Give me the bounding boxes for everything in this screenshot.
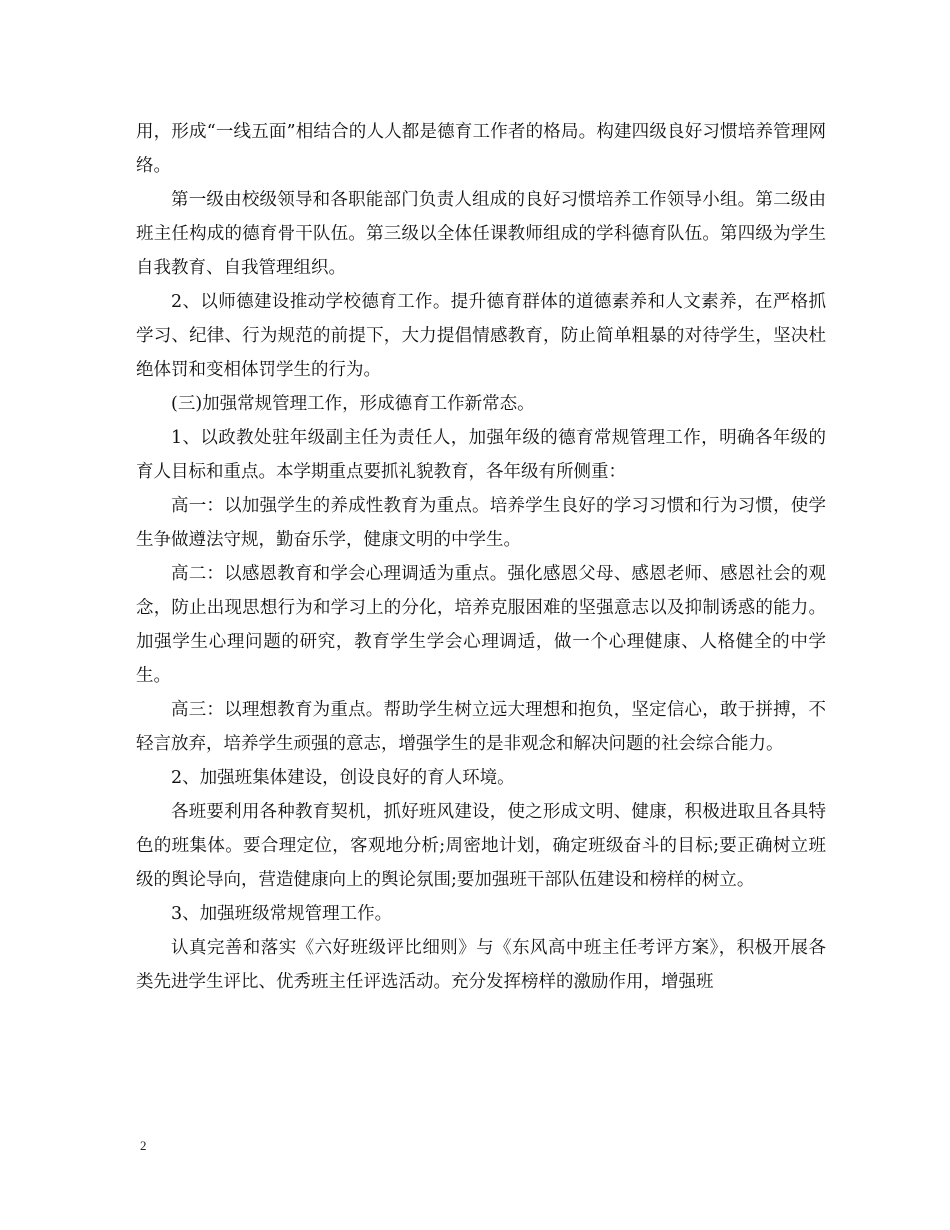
section-heading-3: (三)加强常规管理工作，形成德育工作新常态。 xyxy=(171,394,535,414)
paragraph-class-building: 各班要利用各种教育契机，抓好班风建设，使之形成文明、健康，积极进取且各具特色的班集体。要合理定位，客观地分析;周密地计划，确定班级奋斗的目标;要正确树立班级的舆论导向，营造健康向上的舆论氛围;要加强班干部队伍建设和榜样的树立。 xyxy=(136,802,826,890)
paragraph-grade-2: 高二：以感恩教育和学会心理调适为重点。强化感恩父母、感恩老师、感恩社会的观念，防止出现思想行为和学习上的分化，培养克服困难的坚强意志以及抑制诱惑的能力。加强学生心理问题的研究，教育学生学会心理调适，做一个心理健康、人格健全的中学生。 xyxy=(136,564,826,686)
document-body xyxy=(136,115,826,999)
page-number: 2 xyxy=(140,1138,147,1153)
paragraph-3: 2、以师德建设推动学校德育工作。提升德育群体的道德素养和人文素养，在严格抓学习、纪律、行为规范的前提下，大力提倡情感教育，防止简单粗暴的对待学生，坚决杜绝体罚和变相体罚学生的行为。 xyxy=(136,292,826,380)
paragraph-class-management: 认真完善和落实《六好班级评比细则》与《东风高中班主任考评方案》，积极开展各类先进学生评比、优秀班主任评选活动。充分发挥榜样的激励作用，增强班 xyxy=(136,938,826,992)
paragraph-5: 1、以政教处驻年级副主任为责任人，加强年级的德育常规管理工作，明确各年级的育人目标和重点。本学期重点要抓礼貌教育，各年级有所侧重： xyxy=(136,428,826,482)
subheading-class-building: 2、加强班集体建设，创设良好的育人环境。 xyxy=(171,768,515,788)
paragraph-1: 用，形成“一线五面”相结合的人人都是德育工作者的格局。构建四级良好习惯培养管理网络。 xyxy=(136,122,826,176)
subheading-class-management: 3、加强班级常规管理工作。 xyxy=(171,904,393,924)
paragraph-grade-1: 高一：以加强学生的养成性教育为重点。培养学生良好的学习习惯和行为习惯，使学生争做遵法守规，勤奋乐学，健康文明的中学生。 xyxy=(136,496,826,550)
paragraph-grade-3: 高三：以理想教育为重点。帮助学生树立远大理想和抱负，坚定信心，敢于拼搏，不轻言放弃，培养学生顽强的意志，增强学生的是非观念和解决问题的社会综合能力。 xyxy=(136,700,826,754)
paragraph-2: 第一级由校级领导和各职能部门负责人组成的良好习惯培养工作领导小组。第二级由班主任构成的德育骨干队伍。第三级以全体任课教师组成的学科德育队伍。第四级为学生自我教育、自我管理组织。 xyxy=(136,190,826,278)
